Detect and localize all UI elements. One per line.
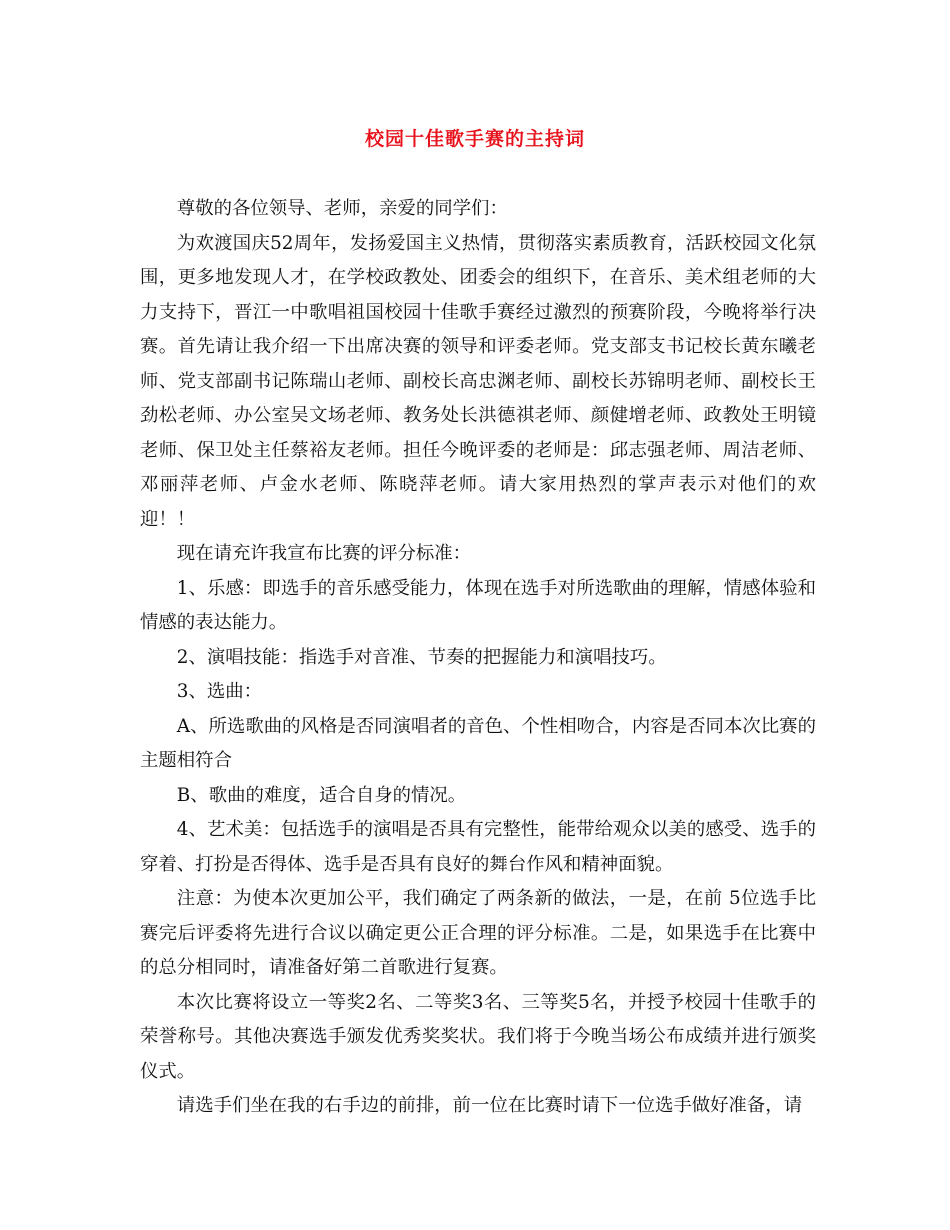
criterion-song-selection: 3、选曲：: [176, 681, 263, 702]
intro-paragraph: 为欢渡国庆52周年，发扬爱国主义热情，贯彻落实素质教育，活跃校园文化氛围，更多地发现人才，在学校政教处、团委会的组织下，在音乐、美术组老师的大力支持下，晋江一中歌唱祖国校园十佳歌手赛经过激烈的预赛阶段，今晚将举行决赛。首先请让我介绍一下出席决赛的领导和评委老师。党支部支书记校长黄东曦老师、党支部副书记陈瑞山老师、副校长高忠渊老师、副校长苏锦明老师、副校长王劲松老师、办公室吴文场老师、教务处长洪德祺老师、颜健增老师、政教处王明镜老师、保卫处主任蔡裕友老师。担任今晚评委的老师是：邱志强老师、周洁老师、邓丽萍老师、卢金水老师、陈晓萍老师。请大家用热烈的掌声表示对他们的欢迎！！: [140, 232, 816, 530]
document-title: 校园十佳歌手赛的主持词: [364, 128, 585, 150]
criterion-musicality: 1、乐感：即选手的音乐感受能力，体现在选手对所选歌曲的理解，情感体验和情感的表达能力。: [140, 577, 816, 633]
criterion-song-selection-b: B、歌曲的难度，适合自身的情况。: [176, 784, 467, 806]
greeting-paragraph: 尊敬的各位领导、老师，亲爱的同学们：: [176, 198, 508, 219]
criterion-artistic-beauty: 4、艺术美：包括选手的演唱是否具有完整性，能带给观众以美的感受、选手的穿着、打扮是否得体、选手是否具有良好的舞台作风和精神面貌。: [140, 819, 816, 875]
note-paragraph: 注意：为使本次更加公平，我们确定了两条新的做法，一是，在前 5位选手比赛完后评委将先进行合议以确定更公正合理的评分标准。二是，如果选手在比赛中的总分相同时，请准备好第二首歌进行复赛。: [140, 888, 816, 978]
awards-paragraph: 本次比赛将设立一等奖2名、二等奖3名、三等奖5名，并授予校园十佳歌手的荣誉称号。其他决赛选手颁发优秀奖奖状。我们将于今晚当场公布成绩并进行颁奖仪式。: [140, 991, 816, 1082]
criterion-song-selection-a: A、所选歌曲的风格是否同演唱者的音色、个性相吻合，内容是否同本次比赛的主题相符合: [140, 715, 816, 771]
criterion-singing-skill: 2、演唱技能：指选手对音准、节奏的把握能力和演唱技巧。: [176, 646, 667, 668]
closing-paragraph: 请选手们坐在我的右手边的前排，前一位在比赛时请下一位选手做好准备，请: [176, 1095, 803, 1116]
scoring-intro-paragraph: 现在请充许我宣布比赛的评分标准：: [176, 543, 472, 564]
document-body: [140, 192, 816, 1124]
